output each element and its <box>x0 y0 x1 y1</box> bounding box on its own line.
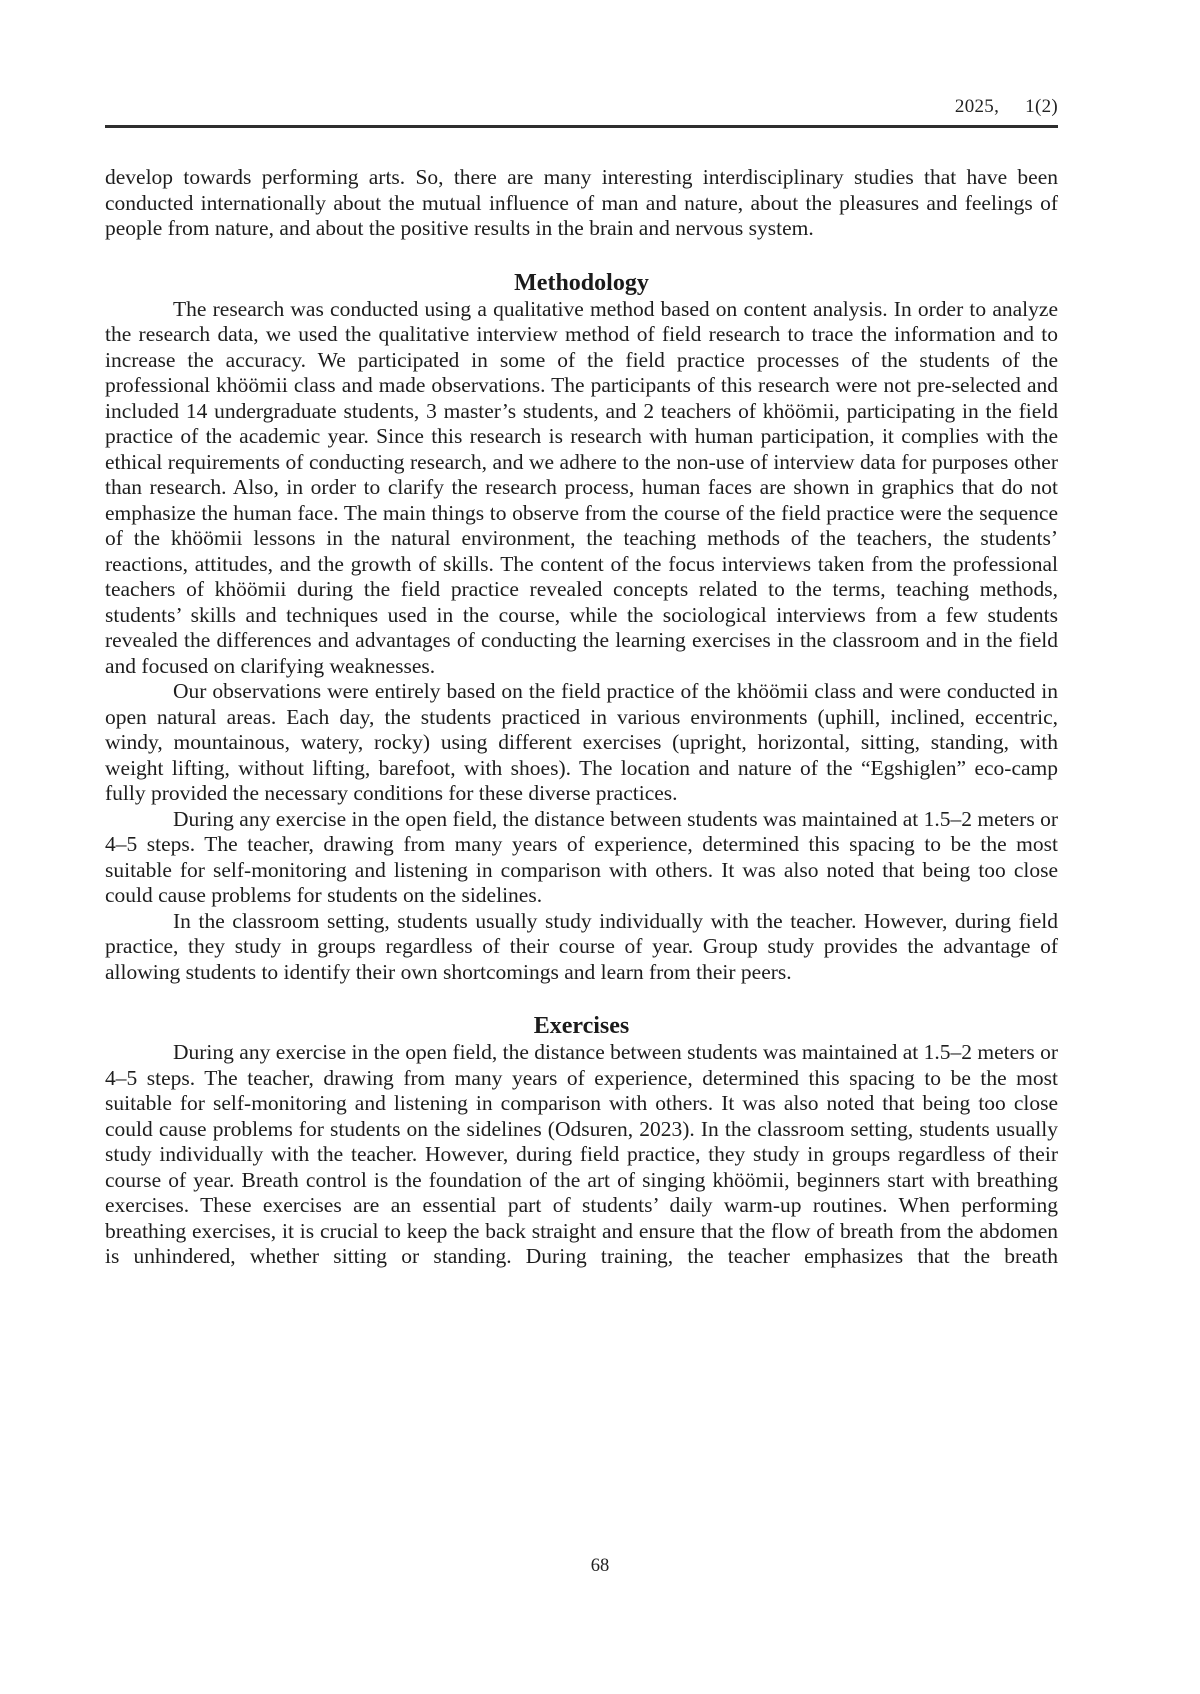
methodology-paragraph-4: In the classroom setting, students usually study individually with the teacher. However, during field practice, they study in groups regardless of their course of year. Group study provides the advantage of allowing students to identify their own shortcomings and learn from their peers. <box>105 908 1058 984</box>
article-body <box>105 165 1058 1270</box>
page-number: 68 <box>590 1556 610 1576</box>
header-rule <box>105 125 1058 128</box>
exercises-paragraph-1: During any exercise in the open field, the distance between students was maintained at 1.5–2 meters or 4–5 steps. The teacher, drawing from many years of experience, determined this spacing to be the most suitable for self-monitoring and listening in comparison with others. It was also noted that being too close could cause problems for students on the sidelines (Odsuren, 2023). In the classroom setting, students usually study individually with the teacher. However, during field practice, they study in groups regardless of their course of year. Breath control is the foundation of the art of singing khöömii, beginners start with breathing exercises. These exercises are an essential part of students’ daily warm-up routines. When performing breathing exercises, it is crucial to keep the back straight and ensure that the flow of breath from the abdomen is unhindered, whether sitting or standing. During training, the teacher emphasizes that the breath <box>105 1040 1058 1268</box>
exercises-heading: Exercises <box>533 1013 630 1039</box>
intro-paragraph: develop towards performing arts. So, there are many interesting interdisciplinary studies that have been conducted internationally about the mutual influence of man and nature, about the pleasures and feelings of people from nature, and about the positive results in the brain and nervous system. <box>105 165 1058 240</box>
methodology-paragraph-1: The research was conducted using a qualitative method based on content analysis. In order to analyze the research data, we used the qualitative interview method of field research to trace the information and to increase the accuracy. We participated in some of the field practice processes of the students of the professional khöömii class and made observations. The participants of this research were not pre-selected and included 14 undergraduate students, 3 master’s students, and 2 teachers of khöömii, participating in the field practice of the academic year. Since this research is research with human participation, it complies with the ethical requirements of conducting research, and we adhere to the non-use of interview data for purposes other than research. Also, in order to clarify the research process, human faces are shown in graphics that do not emphasize the human face. The main things to observe from the course of the field practice were the sequence of the khöömii lessons in the natural environment, the teaching methods of the teachers, the students’ reactions, attitudes, and the growth of skills. The content of the focus interviews taken from the professional teachers of khöömii during the field practice revealed concepts related to the terms, teaching methods, students’ skills and techniques used in the course, while the sociological interviews from a few students revealed the differences and advantages of conducting the learning exercises in the classroom and in the field and focused on clarifying weaknesses. <box>105 296 1058 678</box>
page-header <box>105 0 1058 118</box>
methodology-paragraph-2: Our observations were entirely based on the field practice of the khöömii class and were conducted in open natural areas. Each day, the students practiced in various environments (uphill, inclined, eccentric, windy, mountainous, watery, rocky) using different exercises (upright, horizontal, sitting, standing, with weight lifting, without lifting, barefoot, with shoes). The location and nature of the “Egshiglen” eco-camp fully provided the necessary conditions for these diverse practices. <box>105 679 1058 805</box>
issue-number: 1(2) <box>1025 96 1058 117</box>
issue-year: 2025, <box>954 96 1000 117</box>
methodology-paragraph-3: During any exercise in the open field, the distance between students was maintained at 1.5–2 meters or 4–5 steps. The teacher, drawing from many years of experience, determined this spacing to be the most suitable for self-monitoring and listening in comparison with others. It was also noted that being too close could cause problems for students on the sidelines. <box>105 806 1058 907</box>
page-footer <box>0 1556 1200 1577</box>
methodology-heading: Methodology <box>514 269 649 296</box>
